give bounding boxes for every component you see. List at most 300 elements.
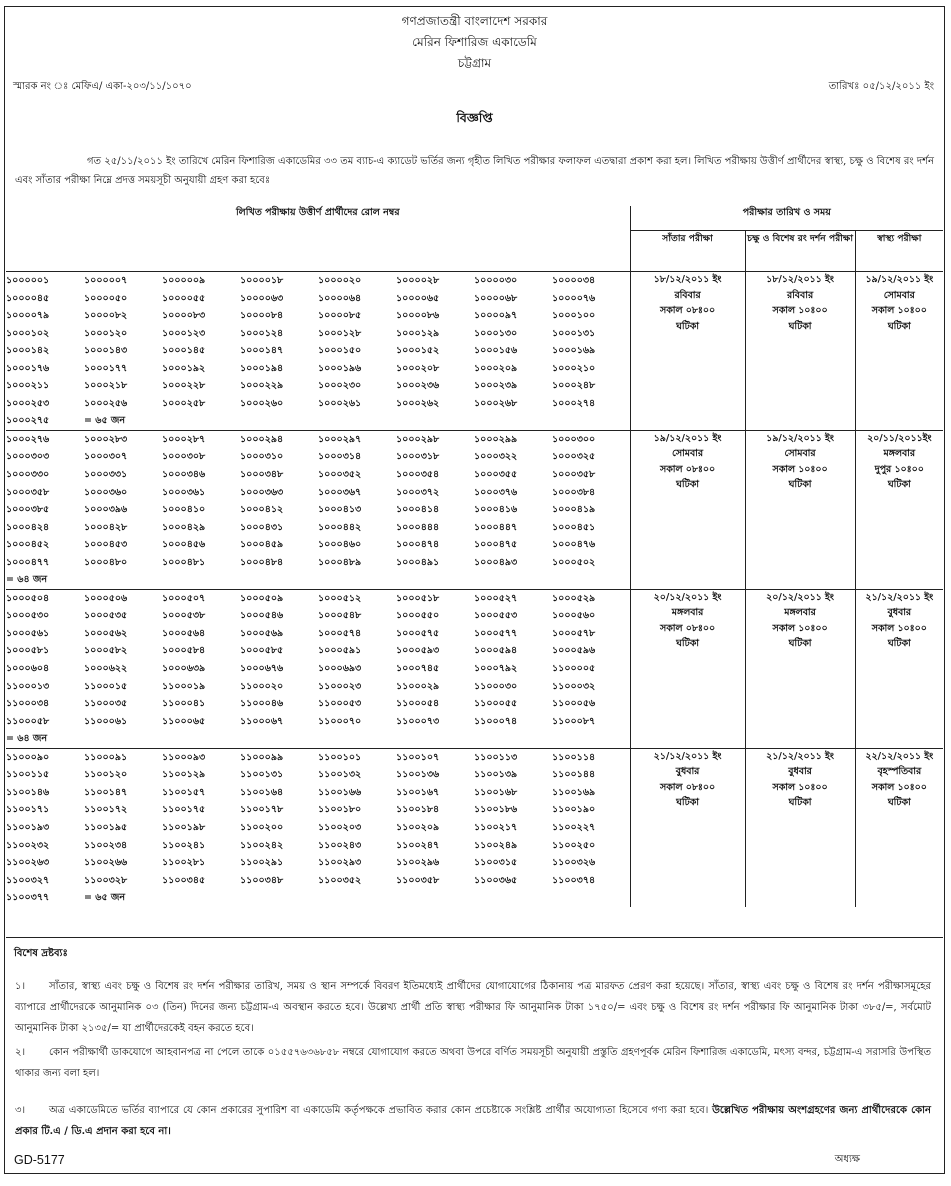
roll-cell: ১০০০৩৮৫ (6, 504, 50, 516)
roll-cell (396, 571, 474, 589)
roll-cell: ১১০০০৩৫ (84, 698, 128, 710)
schedule-swim-line: ১৯/১২/২০১১ ইং (653, 432, 722, 444)
schedule-swim-line: মঙ্গলবার (671, 607, 704, 619)
roll-cell: ১০০০৩১৮ (396, 451, 440, 463)
schedule-eye-line: ২১/১২/২০১১ ইং (766, 750, 834, 762)
memo-row (13, 79, 934, 96)
roll-cell: ১১০০৩৪৮ (240, 874, 284, 886)
roll-cell: ১১০০১৯৩ (6, 821, 50, 833)
notice-title: বিজ্ঞপ্তি (456, 110, 493, 125)
roll-cell: ১০০০২১৮ (84, 380, 128, 392)
roll-cell: ১১০০০১৯ (162, 680, 206, 692)
notes-title: বিশেষ দ্রষ্টব্যঃ (14, 948, 68, 959)
roll-cell: ১০০০২২৮ (162, 380, 206, 392)
schedule-health-line: মঙ্গলবার (883, 448, 916, 460)
roll-cell: ১০০০৪৯৩ (474, 556, 518, 568)
roll-cell: ১০০০৩৫৮ (552, 466, 630, 484)
schedule-health-line: সোমবার (883, 289, 915, 301)
roll-cell: ১১০০১৪৪ (552, 766, 630, 784)
roll-cell: ১১০০১৬৪ (240, 786, 284, 798)
schedule-health-line: ২১/১২/২০১১ ইং (865, 591, 934, 603)
schedule-health (855, 430, 943, 589)
roll-cell: ১০০০৪২৮ (84, 521, 128, 533)
schedule-eye-line: বুধবার (788, 766, 812, 778)
schedule-eye-line: ঘটিকা (788, 320, 812, 332)
roll-cell: ১০০০৫১২ (318, 589, 396, 607)
roll-cell: ১১০০১১৪ (552, 748, 630, 766)
roll-cell: ১০০০০৮২ (84, 310, 128, 322)
roll-cell (552, 571, 630, 589)
roll-cell: ১০০০০৬৫ (396, 292, 440, 304)
schedule-eye-line: সকাল ১০ঃ০০ (772, 305, 828, 316)
roll-cell: ১১০০২৩২ (6, 839, 50, 851)
roll-cell: ১১০০৩৭৪ (552, 872, 630, 890)
roll-cell: ১০০০৪৪৭ (474, 521, 518, 533)
roll-cell: ১০০০১২৯ (396, 327, 440, 339)
roll-cell: ১০০০২৮৩ (84, 430, 162, 448)
roll-cell: ১০০০০৮৫ (318, 310, 362, 322)
roll-cell: ১১০০১৯৫ (84, 821, 128, 833)
roll-cell: ১০০০৩২৫ (552, 448, 630, 466)
roll-cell: ১১০০১৯০ (552, 801, 630, 819)
roll-cell: ১০০০৫১৮ (396, 589, 474, 607)
schedule-swim (630, 589, 745, 748)
roll-cell: ১০০০৪৯১ (396, 556, 440, 568)
roll-cell: ১০০০৩৬৩ (240, 486, 284, 498)
roll-cell: ১০০০২৬১ (318, 397, 362, 409)
roll-cell: ১০০০৫২৭ (474, 589, 552, 607)
schedule-eye-line: সকাল ১০ঃ০০ (772, 463, 828, 475)
roll-cell: ১০০০৫৫৩ (474, 610, 518, 622)
note-3-text: অত্র একাডেমিতে ভর্তির ব্যাপারে যে কোন প্রকারের সুপারিশ বা একাডেমি কর্তৃপক্ষকে প্রভাবিত করার কোন প্রচেষ্টাকে সংশ্লিষ্ট প্রার্থীর অযোগ্যতা হিসেবে গণ্য করা হবে। (49, 1105, 709, 1116)
roll-cell: ১১০০১৬৬ (318, 786, 362, 798)
roll-cell: ১০০০২৩০ (318, 380, 362, 392)
roll-cell: ১০০০২৭৬ (6, 430, 84, 448)
roll-cell: ১০০০৩০৭ (84, 451, 128, 463)
schedule-health-line: দুপুর ১০ঃ০০ (874, 463, 924, 475)
roll-cell: ১১০০১০৭ (396, 748, 474, 766)
roll-cell: ১১০০১১৩ (474, 748, 552, 766)
roll-cell: ১০০০৪৮০ (84, 556, 128, 568)
roll-cell: ১১০০১৪৭ (84, 786, 128, 798)
roll-cell: ১০০০১৫৬ (474, 345, 518, 357)
roll-cell: ১০০০৫৮৪ (162, 645, 206, 657)
roll-cell: ১০০০৩৬৭ (318, 486, 362, 498)
roll-cell: ১১০০২৮১ (162, 857, 206, 869)
schedule-swim-line: সকাল ০৮ঃ০০ (660, 463, 716, 475)
roll-cell: ১১০০১২৯ (162, 769, 206, 781)
roll-cell: ১০০০৩১০ (240, 451, 284, 463)
roll-cell: ১১০০০৬১ (84, 715, 128, 727)
roll-cell (240, 730, 318, 748)
roll-cell (162, 730, 240, 748)
roll-cell: ১০০০১০২ (6, 327, 50, 339)
roll-cell: ১১০০১৬৭ (396, 786, 440, 798)
roll-cell: ১১০০০৭৩ (396, 715, 440, 727)
roll-cell (240, 412, 318, 430)
col-health-header: স্বাস্থ্য পরীক্ষা (855, 231, 943, 272)
schedule-eye-line: ঘটিকা (788, 797, 812, 809)
roll-cell (396, 412, 474, 430)
table-row (6, 589, 943, 607)
roll-cell: ১০০০৩৭২ (396, 486, 440, 498)
col-eye-header: চক্ষু ও বিশেষ রং দর্শন পরীক্ষা (745, 231, 855, 272)
roll-cell: ১০০০৪৮৪ (240, 556, 284, 568)
roll-cell (162, 571, 240, 589)
roll-cell: ১০০০০৪৫ (6, 292, 50, 304)
roll-cell: ১০০০০২৮ (396, 272, 474, 290)
roll-cell: ১০০০২১১ (6, 380, 50, 392)
roll-cell: ১০০০২০৯ (474, 362, 518, 374)
roll-cell: ১১০০০৬৭ (240, 715, 284, 727)
note-2-text: কোন পরীক্ষার্থী ডাকযোগে আহবানপত্র না পেলে তাকে ০১৫৫৭৬৩৬৮৫৮ নম্বরে যোগাযোগ করতে অথবা উপরে বর্ণিত সময়সূচী অনুযায়ী প্রস্তুতি গ্রহণপূর্বক মেরিন ফিশারিজ একাডেমি, মৎস্য বন্দর, চট্টগ্রাম-এ সরাসরি উপস্থিত থাকার জন্য বলা হল। (15, 1047, 931, 1079)
roll-cell: ১০০০৫০৬ (84, 589, 162, 607)
roll-cell: ১১০০৩২৭ (6, 874, 50, 886)
roll-cell: ১০০০১৩০ (474, 327, 518, 339)
schedule-health-line: ঘটিকা (887, 479, 911, 491)
roll-cell: ১০০০৫৬৪ (162, 627, 206, 639)
roll-cell: ১০০০২১০ (552, 360, 630, 378)
roll-cell: ১০০০১৯৬ (318, 362, 362, 374)
schedule-eye-line: ২০/১২/২০১১ ইং (766, 591, 834, 603)
roll-cell: ১০০০৪৭৭ (6, 556, 50, 568)
table-row (6, 272, 943, 290)
roll-cell: ১০০০১৪৫ (162, 345, 206, 357)
signature-title: অধ্যক্ষ (834, 1154, 860, 1165)
roll-cell: ১০০০০০১ (6, 272, 84, 290)
roll-cell: ১০০০৫৬৯ (240, 627, 284, 639)
roll-cell: ১০০০৫০৯ (240, 589, 318, 607)
roll-cell: ১০০০০৮৬ (396, 310, 440, 322)
roll-cell: ১০০০০০৭ (84, 272, 162, 290)
roll-cell: ১১০০১৩৯ (474, 769, 518, 781)
roll-cell: ১১০০০৬৫ (162, 715, 206, 727)
roll-cell: ১০০০৫৮১ (6, 645, 50, 657)
roll-cell: ১০০০১২০ (84, 327, 128, 339)
roll-cell: ১০০০৩৬১ (162, 486, 206, 498)
roll-cell: ১০০০০৮৩ (162, 310, 206, 322)
roll-cell: ১০০০৬২২ (84, 663, 128, 675)
roll-cell: ১০০০০৭৯ (6, 310, 50, 322)
roll-cell: ১০০০৭৪৫ (396, 663, 440, 675)
roll-cell: ১০০০৭৯২ (474, 663, 518, 675)
roll-cell: ১০০০৫৬২ (84, 627, 128, 639)
roll-cell: ১০০০৩৫৫ (474, 469, 518, 481)
schedule-health-line: ঘটিকা (887, 638, 911, 650)
roll-cell: ১০০০২০৮ (396, 362, 440, 374)
schedule-swim-line: ঘটিকা (676, 479, 699, 491)
roll-cell: ১১০০১৩৬ (396, 769, 440, 781)
schedule-swim-line: ১৮/১২/২০১১ ইং (653, 274, 722, 285)
roll-cell: ১১০০০১৫ (84, 680, 128, 692)
roll-cell: ১০০০২৬২ (396, 397, 440, 409)
roll-cell: ১০০০১২৮ (318, 327, 362, 339)
roll-cell: ১০০০৫৯৬ (552, 642, 630, 660)
roll-cell: ১০০০০৫০ (84, 292, 128, 304)
schedule-eye (745, 589, 855, 748)
schedule-health-line: ২২/১২/২০১১ ইং (865, 750, 934, 762)
roll-cell: ১১০০২০০ (240, 821, 284, 833)
roll-cell: ১১০০১১৫ (6, 769, 50, 781)
roll-cell: ১০০০৪১২ (240, 504, 284, 516)
roll-cell (318, 412, 396, 430)
roll-cell: ১১০০১৬৯ (552, 784, 630, 802)
roll-cell: ১০০০০৬৪ (318, 292, 362, 304)
letterhead (5, 11, 944, 74)
roll-cell: ১০০০৫৬০ (552, 607, 630, 625)
results-table (6, 206, 943, 907)
roll-cell: ১১০০২৪৯ (474, 839, 518, 851)
roll-cell: ১১০০৩৭৭ (6, 892, 50, 904)
roll-cell: ১০০০৫৫০ (396, 610, 440, 622)
roll-cell: ১০০০৫৭৮ (552, 625, 630, 643)
schedule-eye (745, 430, 855, 589)
roll-cell: ১১০০২৩৪ (84, 839, 128, 851)
roll-cell: = ৬৫ জন (84, 892, 126, 904)
roll-cell: ১০০০১৪২ (6, 345, 50, 357)
roll-cell: ১০০০০৫৫ (162, 292, 206, 304)
roll-cell: ১১০০০৪৬ (240, 698, 284, 710)
roll-cell: ১০০০৩৪৮ (240, 469, 284, 481)
roll-cell: ১০০০৩৫৪ (396, 469, 440, 481)
roll-cell: ১০০০১৭৬ (6, 362, 50, 374)
roll-cell: ১১০০১৭৮ (240, 804, 284, 816)
roll-cell: ১০০০৪৫৯ (240, 539, 284, 551)
roll-cell: ১০০০৪৮৯ (318, 556, 362, 568)
roll-cell: ১০০০৩৭৬ (474, 486, 518, 498)
roll-cell: ১০০০৪২৯ (162, 521, 206, 533)
roll-cell: ১১০০২১৭ (474, 821, 518, 833)
roll-cell: ১০০০৪১৯ (552, 501, 630, 519)
roll-cell: ১০০০৪১০ (162, 504, 206, 516)
schedule-health-line: সকাল ১০ঃ০০ (871, 622, 927, 634)
roll-cell: ১০০০৪৮১ (162, 556, 206, 568)
roll-cell: ১০০০১৭৭ (84, 362, 128, 374)
roll-cell: ১০০০৩৩১ (84, 469, 128, 481)
roll-cell: ১০০০১৯২ (162, 362, 206, 374)
roll-cell: ১০০০৫৪৬ (240, 610, 284, 622)
roll-cell: ১০০০২৮৭ (162, 430, 240, 448)
roll-cell: ১১০০৩৫২ (318, 874, 362, 886)
note-3 (15, 1100, 931, 1142)
roll-cell: ১০০০৫৩৫ (84, 610, 128, 622)
roll-cell: ১১০০১৩১ (240, 769, 284, 781)
roll-cell: ১১০০০৫৩ (318, 698, 362, 710)
roll-cell: ১০০০২৫৮ (162, 397, 206, 409)
roll-cell: ১০০০৬০৪ (6, 663, 50, 675)
roll-cell: ১০০০৩০৩ (6, 451, 50, 463)
schedule-health-line: বুধবার (887, 607, 912, 619)
roll-cell: ১১০০২৪১ (162, 839, 206, 851)
roll-cell (474, 730, 552, 748)
schedule-eye (745, 748, 855, 906)
schedule-eye-line: সকাল ১০ঃ০০ (772, 781, 828, 793)
schedule-eye-line: ঘটিকা (788, 479, 812, 491)
note-2 (15, 1042, 931, 1084)
roll-cell: ১০০০৩০৮ (162, 451, 206, 463)
roll-cell: ১০০০৪২৪ (6, 521, 50, 533)
roll-cell: ১১০০০২৯ (396, 680, 440, 692)
roll-cell: ১০০০৩৪৬ (162, 469, 206, 481)
roll-cell: ১০০০৪৬০ (318, 539, 362, 551)
roll-cell: ১০০০৩৫২ (318, 469, 362, 481)
roll-cell (318, 730, 396, 748)
roll-cell: ১০০০৫৮৫ (240, 645, 284, 657)
schedule-health-line: ২০/১১/২০১১ইং (867, 432, 932, 444)
roll-cell (396, 730, 474, 748)
roll-cell: ১০০০০৬৩ (240, 292, 284, 304)
roll-cell (552, 412, 630, 430)
roll-cell: ১১০০০৪১ (162, 698, 206, 710)
schedule-health-line: বৃহস্পতিবার (877, 766, 922, 778)
roll-cell: ১১০০১০১ (318, 748, 396, 766)
roll-cell: ১০০০৫৮২ (84, 645, 128, 657)
note-1-number: ১। (15, 981, 26, 992)
roll-cell (474, 412, 552, 430)
schedule-swim-line: রবিবার (674, 289, 701, 301)
schedule-eye-line: ঘটিকা (788, 638, 812, 650)
roll-cell: ১০০০২৫৩ (6, 397, 50, 409)
roll-cell: ১১০০১২০ (84, 769, 128, 781)
table-row (6, 430, 943, 448)
roll-cell: ১১০০২২৭ (552, 819, 630, 837)
roll-cell: ১০০০৫৬১ (6, 627, 50, 639)
roll-cell: ১১০০০০৫ (552, 660, 630, 678)
schedule-health-line: ১৯/১২/২০১১ ইং (865, 274, 934, 285)
roll-cell: ১১০০৩৫৮ (396, 874, 440, 886)
roll-cell: ১১০০২৪২ (240, 839, 284, 851)
roll-cell: ১১০০০৩০ (474, 680, 518, 692)
roll-cell: ১০০০১৫০ (318, 345, 362, 357)
roll-cell: ১১০০০৯৯ (240, 748, 318, 766)
roll-cell: ১০০০৪১৬ (474, 504, 518, 516)
roll-cell (84, 571, 162, 589)
roll-cell: ১০০০৫৯৪ (474, 645, 518, 657)
roll-cell: ১০০০২২৯ (240, 380, 284, 392)
schedule-health-line: ঘটিকা (887, 797, 911, 809)
schedule-header: পরীক্ষার তারিখ ও সময় (630, 206, 943, 231)
roll-cell: ১০০০৫৯৩ (396, 645, 440, 657)
memo-number: স্মারক নং ঃ মেফিএ/ একা-২০৩/১১/১০৭০ (13, 81, 192, 92)
roll-cell: ১১০০০২৩ (318, 680, 362, 692)
roll-cell (162, 412, 240, 430)
schedule-health-line: ঘটিকা (887, 320, 911, 332)
roll-header: লিখিত পরীক্ষায় উত্তীর্ণ প্রার্থীদের রোল নম্বর (6, 206, 630, 272)
roll-cell: ১১০০২৪৩ (318, 839, 362, 851)
roll-cell: ১০০০৫৩৮ (162, 610, 206, 622)
roll-cell: ১০০০৪৩১ (240, 521, 284, 533)
roll-cell: ১০০০৫৭৪ (318, 627, 362, 639)
govt-name: গণপ্রজাতন্ত্রী বাংলাদেশ সরকার (401, 14, 548, 28)
notes-section (6, 937, 943, 1137)
roll-cell: ১১০০০৭৪ (474, 715, 518, 727)
schedule-eye (745, 272, 855, 431)
schedule-swim-line: সোমবার (672, 448, 704, 460)
roll-cell: ১০০০০৮৪ (240, 310, 284, 322)
roll-cell: = ৬৪ জন (6, 574, 48, 586)
table-row (6, 748, 943, 766)
roll-cell (474, 571, 552, 589)
roll-cell: ১১০০২৬৬ (84, 857, 128, 869)
notice-page (4, 6, 945, 1174)
roll-cell: ১০০০০৯৭ (474, 310, 518, 322)
roll-cell: ১০০০২৯৪ (240, 430, 318, 448)
academy-name: মেরিন ফিশারিজ একাডেমি (412, 35, 537, 49)
roll-cell: ১০০০২৩৬ (396, 380, 440, 392)
roll-cell: ১১০০০৯৩ (162, 748, 240, 766)
roll-cell: ১১০০৩৬৫ (474, 874, 518, 886)
roll-cell (162, 889, 240, 907)
roll-cell: ১০০০১৪৭ (240, 345, 284, 357)
roll-cell: ১১০০১৬৮ (474, 786, 518, 798)
schedule-swim (630, 748, 745, 906)
roll-cell: ১১০০১৭২ (84, 804, 128, 816)
schedule-swim-line: ২০/১২/২০১১ ইং (653, 591, 722, 603)
roll-cell: ১১০০১৯৮ (162, 821, 206, 833)
roll-cell: ১০০০৫০৪ (6, 589, 84, 607)
roll-cell: ১০০০৪১৪ (396, 504, 440, 516)
roll-cell: ১১০০২৯৬ (396, 857, 440, 869)
roll-cell (396, 889, 474, 907)
notice-date: তারিখঃ ০৫/১২/২০১১ ইং (828, 81, 934, 92)
col-swim-header: সাঁতার পরীক্ষা (630, 231, 745, 272)
roll-cell: ১০০০২৩৯ (474, 380, 518, 392)
roll-cell: ১০০০২৪৮ (552, 377, 630, 395)
roll-cell: = ৬৪ জন (6, 733, 48, 745)
roll-cell (240, 889, 318, 907)
roll-cell: = ৬৫ জন (84, 415, 126, 427)
schedule-eye-line: মঙ্গলবার (784, 607, 816, 619)
note-1 (15, 976, 931, 1039)
roll-cell: ১০০০৩০০ (552, 430, 630, 448)
schedule-eye-line: রবিবার (786, 289, 814, 301)
roll-cell: ১০০০০০৯ (162, 272, 240, 290)
schedule-eye-line: সকাল ১০ঃ০০ (772, 622, 828, 634)
roll-cell: ১১০০০৭০ (318, 715, 362, 727)
roll-cell: ১০০০২৭৪ (552, 395, 630, 413)
roll-cell: ১০০০৬৭৬ (240, 663, 284, 675)
roll-cell: ১০০০০৩০ (474, 272, 552, 290)
roll-cell: ১১০০০৯০ (6, 748, 84, 766)
schedule-health (855, 589, 943, 748)
roll-cell: ১০০০৪৪৪ (396, 521, 440, 533)
roll-cell: ১১০০০৫৪ (396, 698, 440, 710)
note-3-bold-text: উল্লেখিত পরীক্ষায় অংশগ্রহণের জন্য প্রার্থীদেরকে কোন প্রকার টি.এ / ডি.এ প্রদান করা হবে না। (15, 1105, 931, 1137)
schedule-swim-line: বুধবার (675, 766, 700, 778)
roll-cell: ১০০০৪৫৬ (162, 539, 206, 551)
roll-cell: ১০০০৩৩০ (6, 469, 50, 481)
roll-cell: ১১০০০৮৭ (552, 713, 630, 731)
roll-cell: ১০০০১৪৩ (84, 345, 128, 357)
roll-cell: ১০০০১৬৯ (552, 342, 630, 360)
roll-cell: ১০০০১৯৪ (240, 362, 284, 374)
roll-cell: ১০০০৫৭৫ (396, 627, 440, 639)
roll-cell: ১০০০০১৮ (240, 272, 318, 290)
roll-cell: ১০০০৫৯১ (318, 645, 362, 657)
note-1-text: সাঁতার, স্বাস্থ্য এবং চক্ষু ও বিশেষ রং দর্শন পরীক্ষার তারিখ, সময় ও স্থান সম্পর্কে বিবরণ ইতিমধ্যেই প্রার্থীদের যোগাযোগের ঠিকানায় পত্র মারফত প্রেরণ করা হয়েছে। সাঁতার, স্বাস্থ্য এবং চক্ষু ও বিশেষ রং দর্শন পরীক্ষাসমূহের ব্যাপারে প্রার্থীদেরকে আনুমানিক ০৩ (তিন) দিনের জন্য চট্টগ্রাম-এ অবস্থান করতে হবে। উল্লেখ্য প্রার্থী প্রতি স্বাস্থ্য পরীক্ষার ফি আনুমানিক টাকা ১৭৫০/= এবং চক্ষু ও বিশেষ রং দর্শন পরীক্ষার ফি আনুমানিক টাকা ৩৮৫/=, সর্বমোট আনুমানিক টাকা ২১৩৫/= যা প্রার্থীদেরকেই বহন করতে হবে। (15, 981, 931, 1034)
roll-cell: ১১০০০৯১ (84, 748, 162, 766)
roll-cell: ১১০০১৪৬ (6, 786, 50, 798)
roll-cell: ১০০০২৯৮ (396, 430, 474, 448)
schedule-swim-line: সকাল ০৮ঃ০০ (660, 305, 716, 316)
roll-cell: ১০০০৫৭৭ (474, 627, 518, 639)
roll-cell: ১১০০০৫৬ (552, 695, 630, 713)
roll-cell: ১০০০৪৭৪ (396, 539, 440, 551)
roll-cell (552, 889, 630, 907)
roll-cell: ১০০০৩৫৮ (6, 486, 50, 498)
schedule-swim (630, 430, 745, 589)
roll-cell: ১০০০৩৮৪ (552, 484, 630, 502)
